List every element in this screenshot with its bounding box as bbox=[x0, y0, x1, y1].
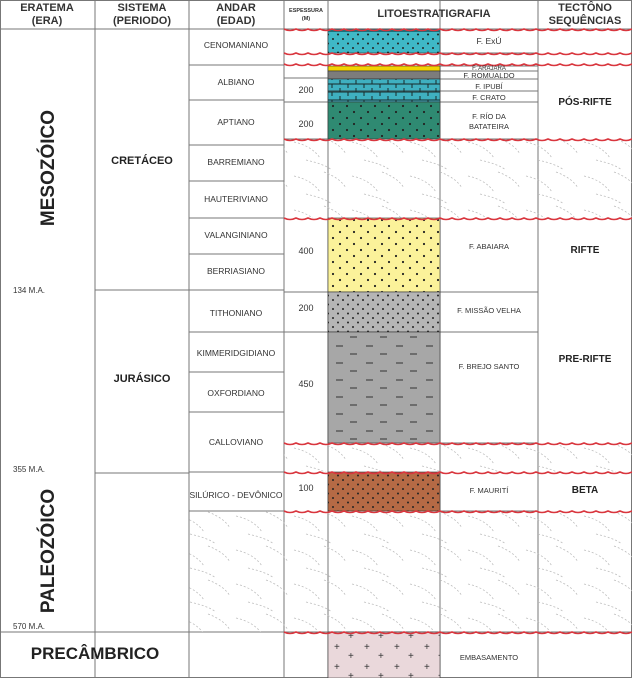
era-paleozoic: PALEOZÓICO bbox=[38, 488, 59, 614]
system-jurassic: JURÁSICO bbox=[113, 373, 171, 385]
lithology-pattern-embasamento bbox=[328, 632, 440, 678]
hiatus-sequence-area-1 bbox=[538, 140, 632, 218]
stage-11: CALLOVIANO bbox=[208, 437, 264, 447]
stage-1: CENOMANIANO bbox=[203, 40, 269, 50]
formation-8: F. ABAIARA bbox=[468, 242, 510, 251]
lithology-pattern-missao-velha bbox=[328, 292, 440, 332]
lithology-pattern-brejo-santo bbox=[328, 332, 440, 443]
hiatus-area-3 bbox=[284, 511, 538, 632]
lithology-pattern-batateira bbox=[328, 102, 440, 139]
thickness-3: 400 bbox=[298, 246, 314, 256]
formation-4: F. IPUBÍ bbox=[475, 82, 503, 91]
hiatus-area-2 bbox=[284, 443, 538, 472]
header-stage: ANDAR bbox=[216, 2, 256, 14]
formation-7: BATATEIRA bbox=[468, 122, 510, 131]
thickness-2: 200 bbox=[298, 119, 314, 129]
stage-2: ALBIANO bbox=[217, 77, 255, 87]
stage-7: BERRIASIANO bbox=[206, 266, 266, 276]
formation-3: F. ROMUALDO bbox=[463, 71, 515, 80]
lithology-pattern-mauriti bbox=[328, 472, 440, 511]
sequence-3: PRE-RIFTE bbox=[558, 354, 612, 365]
thickness-5: 450 bbox=[298, 379, 314, 389]
formation-1: F. ExÚ bbox=[476, 36, 502, 46]
lithology-arajara bbox=[328, 66, 440, 71]
stage-12: SILÚRICO - DEVÔNICO bbox=[189, 490, 283, 500]
formation-11: F. MAURITÍ bbox=[469, 486, 509, 495]
hiatus-area-1 bbox=[284, 140, 538, 218]
lithology-pattern-ipubi bbox=[328, 79, 440, 91]
lithology-pattern-abaiara bbox=[328, 218, 440, 292]
header-tectono-sub: SEQUÊNCIAS bbox=[548, 15, 622, 27]
sequence-4: BETA bbox=[571, 485, 599, 496]
hiatus-stage-area bbox=[189, 511, 284, 632]
unconformity-line-3 bbox=[284, 64, 632, 66]
age-label-3: 570 M.A. bbox=[13, 622, 46, 631]
header-tectono: TECTÔNO bbox=[558, 2, 612, 14]
header-erathem: ERATEMA bbox=[20, 2, 74, 14]
header-thickness: ESPESSURA bbox=[289, 8, 323, 14]
stage-6: VALANGINIANO bbox=[204, 230, 268, 240]
lithology-pattern-exu bbox=[328, 29, 440, 53]
stage-4: BARREMIANO bbox=[207, 157, 265, 167]
era-precambrian: PRECÂMBRICO bbox=[30, 644, 160, 663]
sequence-2: RIFTE bbox=[570, 245, 600, 256]
header-stage-sub: (EDAD) bbox=[216, 15, 256, 27]
hiatus-sequence-area-3 bbox=[538, 511, 632, 632]
thickness-1: 200 bbox=[298, 85, 314, 95]
sequence-1: PÓS-RIFTE bbox=[558, 97, 612, 108]
formation-9: F. MISSÃO VELHA bbox=[457, 306, 521, 315]
header-system: SISTEMA bbox=[117, 2, 167, 14]
hiatus-sequence-area-2 bbox=[538, 443, 632, 472]
stage-9: KIMMERIDGIDIANO bbox=[196, 348, 276, 358]
stage-3: APTIANO bbox=[217, 117, 255, 127]
header-erathem-sub: (ERA) bbox=[31, 15, 63, 27]
lithology-pattern-crato bbox=[328, 91, 440, 102]
stage-8: TITHONIANO bbox=[209, 308, 263, 318]
header-system-sub: (PERIODO) bbox=[112, 15, 172, 27]
stage-5: HAUTERIVIANO bbox=[204, 194, 268, 204]
era-mesozoic: MESOZÓICO bbox=[38, 109, 59, 227]
system-cretaceous: CRETÁCEO bbox=[111, 155, 173, 167]
header-thickness-sub: (M) bbox=[301, 16, 311, 22]
age-label-2: 355 M.A. bbox=[13, 465, 46, 474]
lithology-romualdo bbox=[328, 71, 440, 79]
thickness-4: 200 bbox=[298, 303, 314, 313]
formation-5: F. CRATO bbox=[472, 93, 506, 102]
stage-10: OXFORDIANO bbox=[207, 388, 265, 398]
formation-10: F. BREJO SANTO bbox=[458, 362, 520, 371]
formation-12: EMBASAMENTO bbox=[459, 653, 519, 662]
formation-6: F. RÍO DA bbox=[472, 112, 506, 121]
thickness-6: 100 bbox=[298, 483, 314, 493]
age-label-1: 134 M.A. bbox=[13, 286, 46, 295]
formation-2: F. ARAJARA bbox=[472, 66, 506, 72]
header-lithostratigraphy: LITOESTRATIGRAFIA bbox=[377, 8, 491, 20]
